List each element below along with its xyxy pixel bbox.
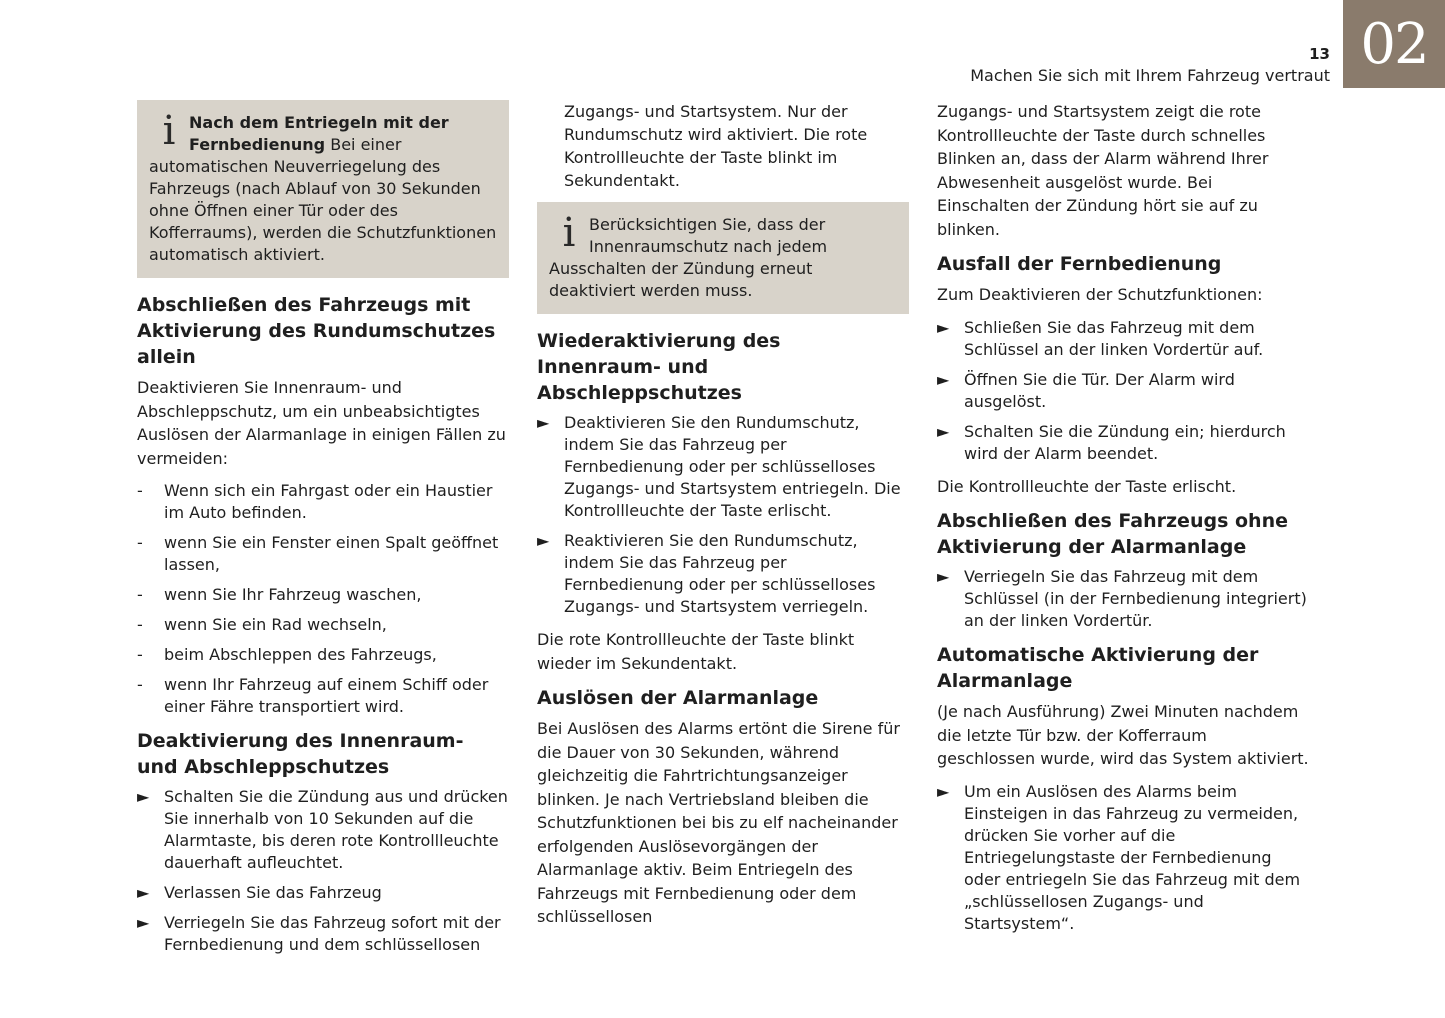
list-item (137, 674, 509, 718)
list-item-text: Schalten Sie die Zündung ein; hierdurch wird der Alarm beendet. (964, 421, 1286, 463)
section-heading: Abschließen des Fahrzeugs mit Aktivierung des Rundumschutzes allein (137, 294, 496, 368)
list-item-text: Verlassen Sie das Fahrzeug (164, 883, 382, 902)
dash-marker: - (137, 615, 143, 634)
continuation-text: Zugangs- und Startsystem zeigt die rote Kontrollleuchte der Taste durch schnelles Blinken an, dass der Alarm während Ihrer Abwesenheit ausgelöst wurde. Bei Einschalten der Zündung hört sie auf zu blinken. (937, 102, 1269, 239)
info-text: Berücksichtigen Sie, dass der Innenraumschutz nach jedem Ausschalten der Zündung erneut deaktiviert werden muss. (549, 215, 828, 300)
arrow-icon: ► (137, 913, 150, 932)
list-item (937, 317, 1309, 361)
list-item-text: Wenn sich ein Fahrgast oder ein Haustier im Auto befinden. (164, 481, 493, 522)
dash-marker: - (137, 533, 143, 552)
section-heading: Auslösen der Alarmanlage (537, 687, 819, 709)
list-item (137, 614, 509, 636)
paragraph: Bei Auslösen des Alarms ertönt die Sirene für die Dauer von 30 Sekunden, während gleichzeitig die Fahrtrichtungsanzeiger blinken. Je nach Vertriebsland bleiben die Schutzfunktionen bei bis zu elf nacheinander erfolgenden Auslösevorgängen der Alarmanlage aktiv. Beim Entriegeln des Fahrzeugs mit Fernbedienung oder dem schlüssellosen (537, 719, 900, 926)
info-lead: Nach dem Entriegeln mit der Fernbedienung (189, 113, 449, 154)
info-box-interior (537, 202, 909, 314)
list-item (537, 530, 909, 618)
list-item-text: Schalten Sie die Zündung aus und drücken Sie innerhalb von 10 Sekunden auf die Alarmtaste, bis deren rote Kontrollleuchte dauerhaft aufleuchtet. (164, 787, 508, 872)
step-list (937, 566, 1309, 632)
dash-marker: - (137, 585, 143, 604)
list-item (137, 480, 509, 524)
section-intro: Deaktivieren Sie Innenraum- und Abschleppschutz, um ein unbeabsichtigtes Auslösen der Alarmanlage in einigen Fällen zu vermeiden: (137, 378, 506, 468)
dash-marker: - (137, 645, 143, 664)
list-item-text: Schließen Sie das Fahrzeug mit dem Schlüssel an der linken Vordertür auf. (964, 317, 1264, 359)
list-item-text: Verriegeln Sie das Fahrzeug mit dem Schlüssel (in der Fernbedienung integriert) an der linken Vordertür. (964, 567, 1307, 630)
step-list (537, 412, 909, 618)
arrow-icon: ► (137, 883, 150, 902)
arrow-icon: ► (937, 421, 950, 441)
section-heading: Wiederaktivierung des Innenraum- und Abschleppschutzes (537, 330, 781, 404)
arrow-icon: ► (937, 567, 950, 586)
list-item-text: wenn Sie ein Rad wechseln, (164, 615, 387, 634)
arrow-icon: ► (537, 531, 550, 550)
arrow-icon: ► (937, 317, 950, 337)
section-heading: Abschließen des Fahrzeugs ohne Aktivierung der Alarmanlage (937, 510, 1288, 558)
list-item-text: wenn Sie ein Fenster einen Spalt geöffnet lassen, (164, 533, 499, 574)
list-item (137, 882, 509, 904)
list-item (137, 644, 509, 666)
dash-list (137, 480, 509, 718)
arrow-icon: ► (937, 369, 950, 389)
info-icon: i (562, 210, 576, 256)
list-item (537, 412, 909, 522)
list-item (137, 912, 509, 956)
page-number: 13 (1309, 45, 1330, 63)
list-item-text: wenn Sie Ihr Fahrzeug waschen, (164, 585, 422, 604)
arrow-icon: ► (137, 787, 150, 806)
section-intro: Zum Deaktivieren der Schutzfunktionen: (937, 285, 1263, 304)
column-2 (537, 100, 909, 939)
list-item-text: Reaktivieren Sie den Rundumschutz, indem Sie das Fahrzeug per Fernbedienung oder per schlüsselloses Zugangs- und Startsystem verriegeln. (564, 531, 876, 616)
step-list (937, 317, 1309, 465)
continuation-text: Zugangs- und Startsystem. Nur der Rundumschutz wird aktiviert. Die rote Kontrollleuchte der Taste blinkt im Sekundentakt. (564, 102, 868, 190)
list-item (137, 532, 509, 576)
section-heading: Automatische Aktivierung der Alarmanlage (937, 644, 1259, 692)
chapter-tab: 02 (1343, 0, 1445, 88)
step-list (137, 786, 509, 956)
list-item (937, 369, 1309, 413)
list-item (937, 566, 1309, 632)
step-list (937, 781, 1309, 935)
arrow-icon: ► (537, 413, 550, 432)
column-3 (937, 100, 1309, 945)
list-item-text: wenn Ihr Fahrzeug auf einem Schiff oder einer Fähre transportiert wird. (164, 675, 489, 716)
paragraph: (Je nach Ausführung) Zwei Minuten nachdem die letzte Tür bzw. der Kofferraum geschlossen wurde, wird das System aktiviert. (937, 702, 1309, 768)
paragraph: Die rote Kontrollleuchte der Taste blinkt wieder im Sekundentakt. (537, 630, 855, 673)
column-1 (137, 100, 509, 966)
paragraph: Die Kontrollleuchte der Taste erlischt. (937, 476, 1237, 496)
list-item-text: Deaktivieren Sie den Rundumschutz, indem Sie das Fahrzeug per Fernbedienung oder per schlüsselloses Zugangs- und Startsystem entriegeln. Die Kontrollleuchte der Taste erlischt. (564, 413, 901, 520)
section-heading: Ausfall der Fernbedienung (937, 253, 1222, 275)
list-item-text: Um ein Auslösen des Alarms beim Einsteigen in das Fahrzeug zu vermeiden, drücken Sie vorher auf die Entriegelungstaste der Fernbedienung oder entriegeln Sie das Fahrzeug mit dem „schlüssellosen Zugangs- und Startsystem“. (964, 781, 1301, 933)
list-item-text: beim Abschleppen des Fahrzeugs, (164, 645, 437, 664)
info-text: Bei einer automatischen Neuverriegelung des Fahrzeugs (nach Ablauf von 30 Sekunden ohne Öffnen einer Tür oder des Kofferraums), werden die Schutzfunktionen automatisch aktiviert. (149, 135, 497, 264)
dash-marker: - (137, 481, 143, 500)
arrow-icon: ► (937, 781, 950, 801)
list-item-text: Verriegeln Sie das Fahrzeug sofort mit der Fernbedienung und dem schlüssellosen (164, 913, 501, 954)
list-item (937, 421, 1309, 465)
chapter-title: Machen Sie sich mit Ihrem Fahrzeug vertraut (970, 66, 1330, 85)
dash-marker: - (137, 675, 143, 694)
info-box-unlocking (137, 100, 509, 278)
section-heading: Deaktivierung des Innenraum- und Abschleppschutzes (137, 730, 464, 778)
list-item (137, 584, 509, 606)
list-item (137, 786, 509, 874)
list-item (937, 781, 1309, 935)
info-icon: i (162, 108, 176, 154)
list-item-text: Öffnen Sie die Tür. Der Alarm wird ausgelöst. (964, 369, 1235, 411)
